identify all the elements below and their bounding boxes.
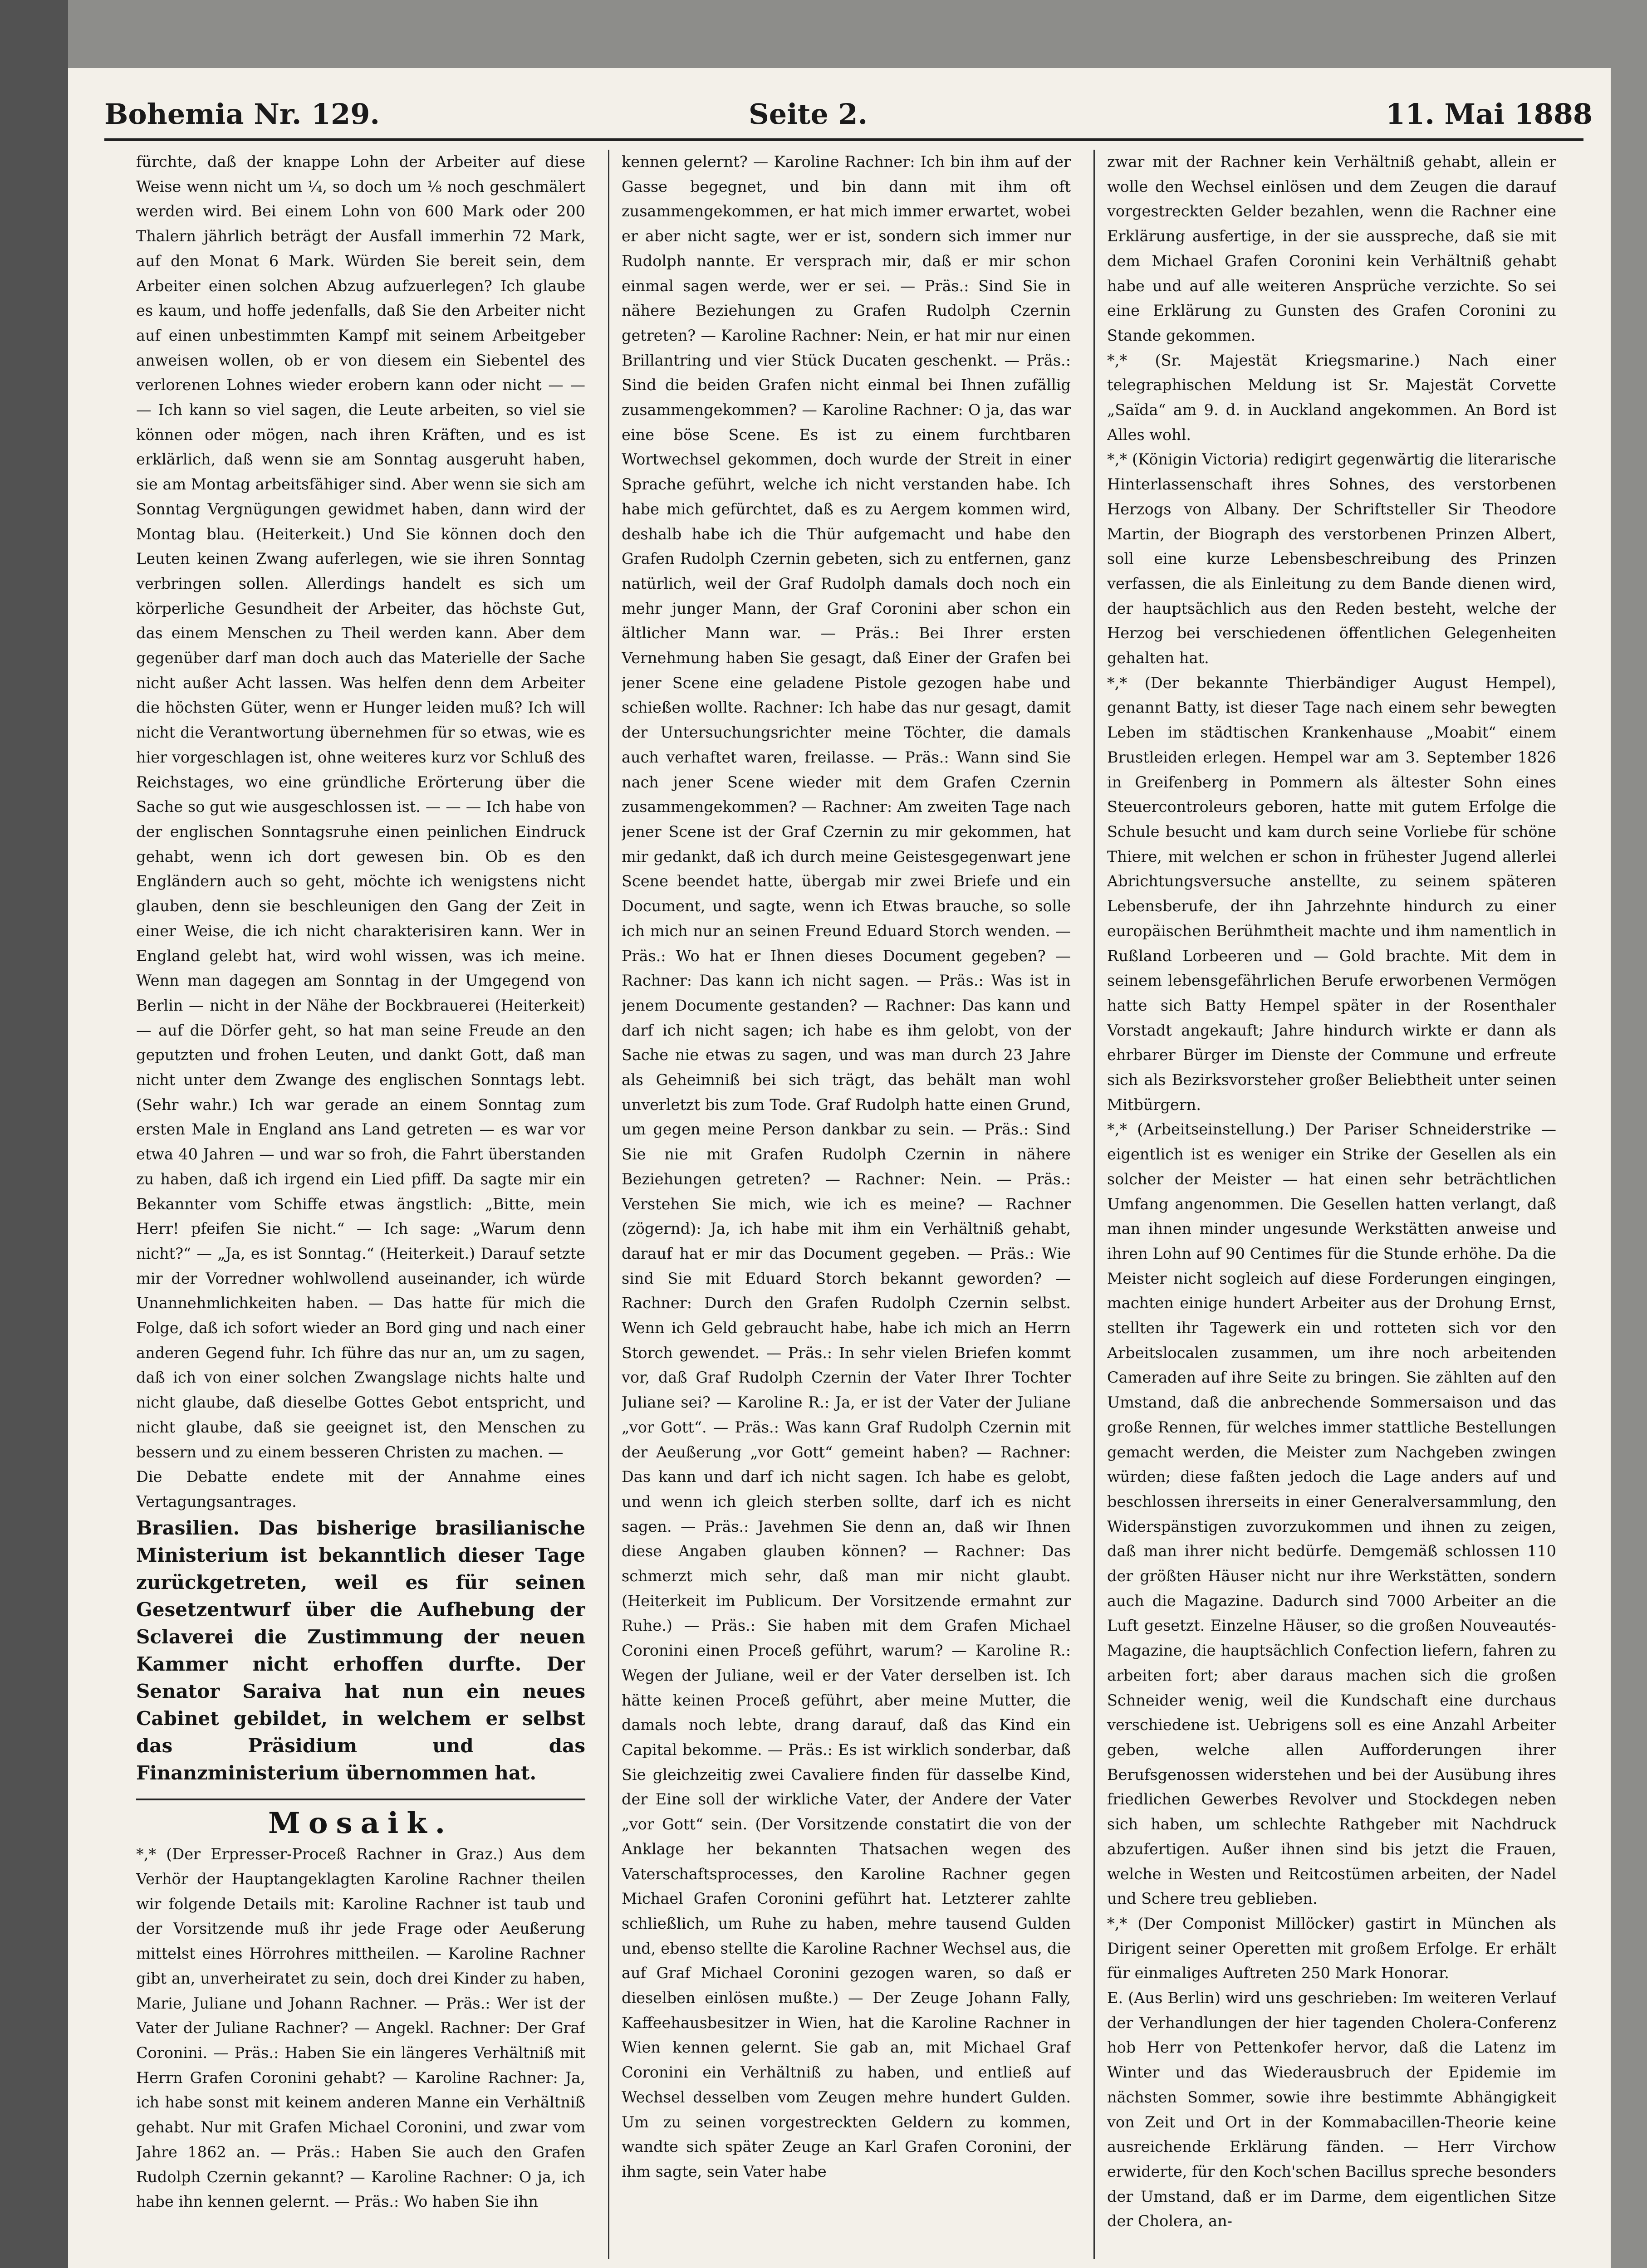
- section-rule: [136, 1799, 585, 1800]
- column-1: [136, 150, 585, 2259]
- reichstag-speech-text: fürchte, daß der knappe Lohn der Arbeiter auf diese Weise wenn nicht um ¼, so doch um ⅛ noch geschmälert werden wird. Bei einem Lohn von 600 Mark oder 200 Thalern jährlich beträgt der Ausfall immerhin 72 Mark, auf den Monat 6 Mark. Würden Sie bereit sein, dem Arbeiter einen solchen Abzug aufzuerlegen? Ich glaube es kaum, und hoffe jedenfalls, daß Sie den Arbeiter nicht auf einen unbestimmten Kampf mit seinem Arbeitgeber anweisen wollen, ob er von diesem ein Siebentel des verlorenen Lohnes wieder erobern kann oder nicht — — — Ich kann so viel sagen, die Leute arbeiten, so viel sie können oder mögen, nach ihren Kräften, und es ist erklärlich, daß wenn sie am Sonntag ausgeruht haben, sie am Montag arbeitsfähiger sind. Aber wenn sie sich am Sonntag Vergnügungen gewidmet haben, dann wird der Montag blau. (Heiterkeit.) Und Sie können doch den Leuten keinen Zwang auferlegen, wie sie ihren Sonntag verbringen sollen. Allerdings handelt es sich um körperliche Gesundheit der Arbeiter, das höchste Gut, das einem Menschen zu Theil werden kann. Aber dem gegenüber darf man doch auch das Materielle der Sache nicht außer Acht lassen. Was helfen denn dem Arbeiter die höchsten Güter, wenn er Hunger leiden muß? Ich will nicht die Verantwortung übernehmen für so etwas, wie es hier vorgeschlagen ist, ohne weiteres kurz vor Schluß des Reichstages, wo eine gründliche Erörterung über die Sache so gut wie ausgeschlossen ist. — — — Ich habe von der englischen Sonntagsruhe einen peinlichen Eindruck gehabt, wenn ich dort gewesen bin. Ob es den Engländern auch so geht, möchte ich wenigstens nicht glauben, denn sie beschleunigen den Gang der Zeit in einer Weise, die ich nicht charakterisiren kann. Wer in England gelebt hat, wird wohl wissen, was ich meine. Wenn man dagegen am Sonntag in der Umgegend von Berlin — nicht in der Nähe der Bockbrauerei (Heiterkeit) — auf die Dörfer geht, so hat man seine Freude an den geputzten und frohen Leuten, und dankt Gott, daß man nicht unter dem Zwange des englischen Sonntags lebt. (Sehr wahr.) Ich war gerade an einem Sonntag zum ersten Male in England ans Land getreten — es war vor etwa 40 Jahren — und war so froh, die Fahrt überstanden zu haben, daß ich irgend ein Lied pfiff. Da sagte mir ein Bekannter vom Schiffe etwas ängstlich: „Bitte, mein Herr! pfeifen Sie nicht.“ — Ich sage: „Warum denn nicht?“ — „Ja, es ist Sonntag.“ (Heiterkeit.) Darauf setzte mir der Vorredner wohlwollend auseinander, ich würde Unannehmlichkeiten haben. — Das hatte für mich die Folge, daß ich sofort wieder an Bord ging und nach einer anderen Gegend fuhr. Ich führe das nur an, um zu sagen, daß ich von einer solchen Zwangslage nichts halte und nicht glaube, daß dieselbe Gottes Gebot entspricht, und nicht glaube, daß sie geeignet ist, den Menschen zu bessern und zu einem besseren Christen zu machen. —: [136, 153, 585, 1461]
- debate-closing-line: Die Debatte endete mit der Annahme eines Vertagungsantrages.: [136, 1468, 585, 1510]
- kriegsmarine-item: *,* (Sr. Majestät Kriegsmarine.) Nach einer telegraphischen Meldung ist Sr. Majestät Corvette „Saïda“ am 9. d. in Auckland angekommen. An Bord ist Alles wohl.: [1107, 351, 1556, 444]
- erpresser-process-article: *,* (Der Erpresser-Proceß Rachner in Graz.) Aus dem Verhör der Hauptangeklagten Karoline Rachner theilen wir folgende Details mit: Karoline Rachner ist taub und der Vorsitzende muß ihr jede Frage oder Aeußerung mittelst eines Hörrohres mittheilen. — Karoline Rachner gibt an, unverheiratet zu sein, doch drei Kinder zu haben, Marie, Juliane und Johann Rachner. — Präs.: Wer ist der Vater der Juliane Rachner? — Angekl. Rachner: Der Graf Coronini. — Präs.: Haben Sie ein längeres Verhältniß mit Herrn Grafen Coronini gehabt? — Karoline Rachner: Ja, ich habe sonst mit keinem anderen Manne ein Verhältniß gehabt. Nur mit Grafen Michael Coronini, und zwar vom Jahre 1862 an. — Präs.: Haben Sie auch den Grafen Rudolph Czernin gekannt? — Karoline Rachner: O ja, ich habe ihn kennen gelernt. — Präs.: Wo haben Sie ihn: [136, 1845, 585, 2211]
- header-rule: [104, 138, 1583, 141]
- brasilien-article: Brasilien. Das bisherige brasilianische Ministerium ist bekanntlich dieser Tage zurückgetreten, weil es für seinen Gesetzentwurf über die Aufhebung der Sclaverei die Zustimmung der neuen Kammer nicht erhoffen durfte. Der Senator Saraiva hat nun ein neues Cabinet gebildet, in welchem er selbst das Präsidium und das Finanzministerium übernommen hat.: [136, 1516, 585, 1784]
- header-page-number: Seite 2.: [749, 98, 868, 131]
- scanner-edge: [0, 0, 68, 2268]
- componist-item: *,* (Der Componist Millöcker) gastirt in München als Dirigent seiner Operetten mit großem Erfolge. Er erhält für einmaliges Auftreten 250 Mark Honorar.: [1107, 1914, 1556, 1982]
- aus-berlin-item: E. (Aus Berlin) wird uns geschrieben: Im weiteren Verlauf der Verhandlungen der hier tagenden Cholera-Conferenz hob Herr von Pettenkofer hervor, daß die Latenz im Winter und das Wiederausbruch der Epidemie im nächsten Sommer, sowie ihre bestimmte Abhängigkeit von Zeit und Ort in der Kommabacillen-Theorie keine ausreichende Erklärung fänden. — Herr Virchow erwiderte, für den Koch'schen Bacillus spreche besonders der Umstand, daß er im Darme, dem eigentlichen Sitze der Cholera, an-: [1107, 1989, 1556, 2230]
- column-2: [622, 150, 1071, 2259]
- column-divider-1: [608, 150, 609, 2259]
- page-header: [104, 98, 1602, 138]
- section-title-mosaik: Mosaik.: [268, 1806, 453, 1840]
- header-issue: Bohemia Nr. 129.: [104, 98, 380, 131]
- erpresser-process-continued: kennen gelernt? — Karoline Rachner: Ich bin ihm auf der Gasse begegnet, und bin dann mit ihm oft zusammengekommen, er hat mich immer erwartet, wobei er aber nicht sagte, wer er ist, sondern sich immer nur Rudolph nannte. Er versprach mir, daß er mir schon einmal sagen werde, wer er sei. — Präs.: Sind Sie in nähere Beziehungen zu Grafen Rudolph Czernin getreten? — Karoline Rachner: Nein, er hat mir nur einen Brillantring und vier Stück Ducaten geschenkt. — Präs.: Sind die beiden Grafen nicht einmal bei Ihnen zufällig zusammengekommen? — Karoline Rachner: O ja, das war eine böse Scene. Es ist zu einem furchtbaren Wortwechsel gekommen, doch wurde der Streit in einer Sprache geführt, welche ich nicht verstanden habe. Ich habe mich gefürchtet, daß es zu Aergem kommen wird, deshalb habe ich die Thür aufgemacht und habe den Grafen Rudolph Czernin gebeten, sich zu entfernen, ganz natürlich, weil der Graf Rudolph damals doch noch ein mehr junger Mann, der Graf Coronini aber schon ein ältlicher Mann war. — Präs.: Bei Ihrer ersten Vernehmung haben Sie gesagt, daß Einer der Grafen bei jener Scene eine geladene Pistole gezogen habe und schießen wollte. Rachner: Ich habe das nur gesagt, damit der Untersuchungsrichter meine Töchter, die damals auch verhaftet waren, freilasse. — Präs.: Wann sind Sie nach jener Scene wieder mit dem Grafen Czernin zusammengekommen? — Rachner: Am zweiten Tage nach jener Scene ist der Graf Czernin zu mir gekommen, hat mir gedankt, daß ich durch meine Geistesgegenwart jene Scene beendet hatte, übergab mir zwei Briefe und ein Document, und sagte, wenn ich Etwas brauche, so solle ich mich nur an seinen Freund Eduard Storch wenden. — Präs.: Wo hat er Ihnen dieses Document gegeben? — Rachner: Das kann ich nicht sagen. — Präs.: Was ist in jenem Documente gestanden? — Rachner: Das kann und darf ich nicht sagen; ich habe es ihm gelobt, von der Sache nie etwas zu sagen, und was man durch 23 Jahre als Geheimniß bei sich trägt, das behält man wohl unverletzt bis zum Tode. Graf Rudolph hatte einen Grund, um gegen meine Person dankbar zu sein. — Präs.: Sind Sie nie mit Grafen Rudolph Czernin in nähere Beziehungen getreten? — Rachner: Nein. — Präs.: Verstehen Sie mich, wie ich es meine? — Rachner (zögernd): Ja, ich habe mit ihm ein Verhältniß gehabt, darauf hat er mir das Document gegeben. — Präs.: Wie sind Sie mit Eduard Storch bekannt geworden? — Rachner: Durch den Grafen Rudolph Czernin selbst. Wenn ich Geld gebraucht habe, habe ich mich an Herrn Storch gewendet. — Präs.: In sehr vielen Briefen kommt vor, daß Graf Rudolph Czernin der Vater Ihrer Tochter Juliane sei? — Karoline R.: Ja, er ist der Vater der Juliane „vor Gott“. — Präs.: Was kann Graf Rudolph Czernin mit der Aeußerung „vor Gott“ gemeint haben? — Rachner: Das kann und darf ich nicht sagen. Ich habe es gelobt, und wenn ich gleich sterben sollte, darf ich es nicht sagen. — Präs.: Javehmen Sie denn an, daß wir Ihnen diese Angaben glauben können? — Rachner: Das schmerzt mich sehr, daß man mir nicht glaubt. (Heiterkeit im Publicum. Der Vorsitzende ermahnt zur Ruhe.) — Präs.: Sie haben mit dem Grafen Michael Coronini einen Proceß geführt, warum? — Karoline R.: Wegen der Juliane, weil er der Vater derselben ist. Ich hätte keinen Proceß geführt, aber meine Mutter, die damals noch lebte, drang darauf, daß das Kind ein Capital bekomme. — Präs.: Es ist wirklich sonderbar, daß Sie gleichzeitig zwei Cavaliere finden für dasselbe Kind, der Eine soll der wirkliche Vater, der Andere der Vater „vor Gott“ sein. (Der Vorsitzende constatirt die von der Anklage her bekannten Thatsachen wegen des Vaterschaftsprocesses, den Karoline Rachner gegen Michael Grafen Coronini geführt hat. Letzterer zahlte schließlich, um Ruhe zu haben, mehre tausend Gulden und, ebenso stellte die Karoline Rachner Wechsel aus, die auf Graf Michael Coronini gezogen waren, so daß er dieselben einlösen mußte.) — Der Zeuge Johann Fally, Kaffeehausbesitzer in Wien, hat die Karoline Rachner in Wien kennen gelernt. Sie gab an, mit Michael Graf Coronini ein Verhältniß zu haben, und entließ auf Wechsel desselben vom Zeugen mehre hundert Gulden. Um zu seinen vorgestreckten Geldern zu kommen, wandte sich später Zeuge an Karl Grafen Coronini, der ihm sagte, sein Vater habe: [622, 153, 1071, 2180]
- header-date: 11. Mai 1888: [1386, 98, 1593, 131]
- column-3: [1107, 150, 1556, 2259]
- arbeitseinstellung-item: *,* (Arbeitseinstellung.) Der Pariser Schneiderstrike — eigentlich ist es weniger ein Strike der Gesellen als ein solcher der Meister — hat einen sehr beträchtlichen Umfang angenommen. Die Gesellen hatten verlangt, daß man ihnen minder ungesunde Werkstätten anweise und ihren Lohn auf 90 Centimes für die Stunde erhöhe. Da die Meister nicht sogleich auf diese Forderungen eingingen, machten einige hundert Arbeiter aus der Drohung Ernst, stellten ihr Tagewerk ein und rotteten sich vor den Arbeitslocalen zusammen, um ihre noch arbeitenden Cameraden auf ihre Seite zu bringen. Sie zählten auf den Umstand, daß die anbrechende Sommersaison und das große Rennen, für welches immer stattliche Bestellungen gemacht werden, die Meister zum Nachgeben zwingen würden; diese faßten jedoch die Lage anders auf und beschlossen ihrerseits in einer Generalversammlung, den Widerspänstigen zuvorzukommen und ihnen zu zeigen, daß man ihrer nicht bedürfe. Demgemäß schlossen 110 der größten Häuser nicht nur ihre Werkstätten, sondern auch die Magazine. Dadurch sind 7000 Arbeiter an die Luft gesetzt. Einzelne Häuser, so die großen Nouveautés-Magazine, die hauptsächlich Confection liefern, fahren zu arbeiten fort; aber daraus machen sich die großen Schneider wenig, weil die Kundschaft eine durchaus verschiedene ist. Uebrigens soll es eine Anzahl Arbeiter geben, welche allen Aufforderungen ihrer Berufsgenossen widerstehen und bei der Ausübung ihres friedlichen Gewerbes Revolver und Stockdegen neben sich haben, um schlechte Rathgeber mit Nachdruck abzufertigen. Außer ihnen sind bis jetzt die Frauen, welche in Westen und Reitcostümen arbeiten, der Nadel und Schere treu geblieben.: [1107, 1120, 1556, 1908]
- column-divider-2: [1093, 150, 1095, 2259]
- thierbaendiger-item: *,* (Der bekannte Thierbändiger August Hempel), genannt Batty, ist dieser Tage nach einem sehr bewegten Leben im städtischen Krankenhause „Moabit“ einem Brustleiden erlegen. Hempel war am 3. September 1826 in Greifenberg in Pommern als ältester Sohn eines Steuercontroleurs geboren, hatte mit gutem Erfolge die Schule besucht und kam durch seine Vorliebe für schöne Thiere, mit welchen er schon in frühester Jugend allerlei Abrichtungsversuche anstellte, zu seinem späteren Lebensberufe, der ihn Jahrzehnte hindurch zu einer europäischen Berühmtheit machte und ihm namentlich in Rußland Lorbeeren und — Gold brachte. Mit dem in seinem lebensgefährlichen Berufe erworbenen Vermögen hatte sich Batty Hempel später in der Rosenthaler Vorstadt angekauft; Jahre hindurch wirkte er dann als ehrbarer Bürger im Dienste der Commune und erfreute sich als Bezirksvorsteher großer Beliebtheit unter seinen Mitbürgern.: [1107, 674, 1556, 1114]
- erpresser-process-end: zwar mit der Rachner kein Verhältniß gehabt, allein er wolle den Wechsel einlösen und dem Zeugen die darauf vorgestreckten Gelder bezahlen, wenn die Rachner eine Erklärung ausfertige, in der sie ausspreche, daß sie mit dem Michael Grafen Coronini kein Verhältniß gehabt habe und auf alle weiteren Ansprüche verzichte. So sei eine Erklärung zu Gunsten des Grafen Coronini zu Stande gekommen.: [1107, 153, 1556, 344]
- koenigin-victoria-item: *,* (Königin Victoria) redigirt gegenwärtig die literarische Hinterlassenschaft ihres Sohnes, des verstorbenen Herzogs von Albany. Der Schriftsteller Sir Theodore Martin, der Biograph des verstorbenen Prinzen Albert, soll eine kurze Lebensbeschreibung des Prinzen verfassen, die als Einleitung zu dem Bande dienen wird, der hauptsächlich aus den Reden besteht, welche der Herzog bei verschiedenen öffentlichen Gelegenheiten gehalten hat.: [1107, 450, 1556, 667]
